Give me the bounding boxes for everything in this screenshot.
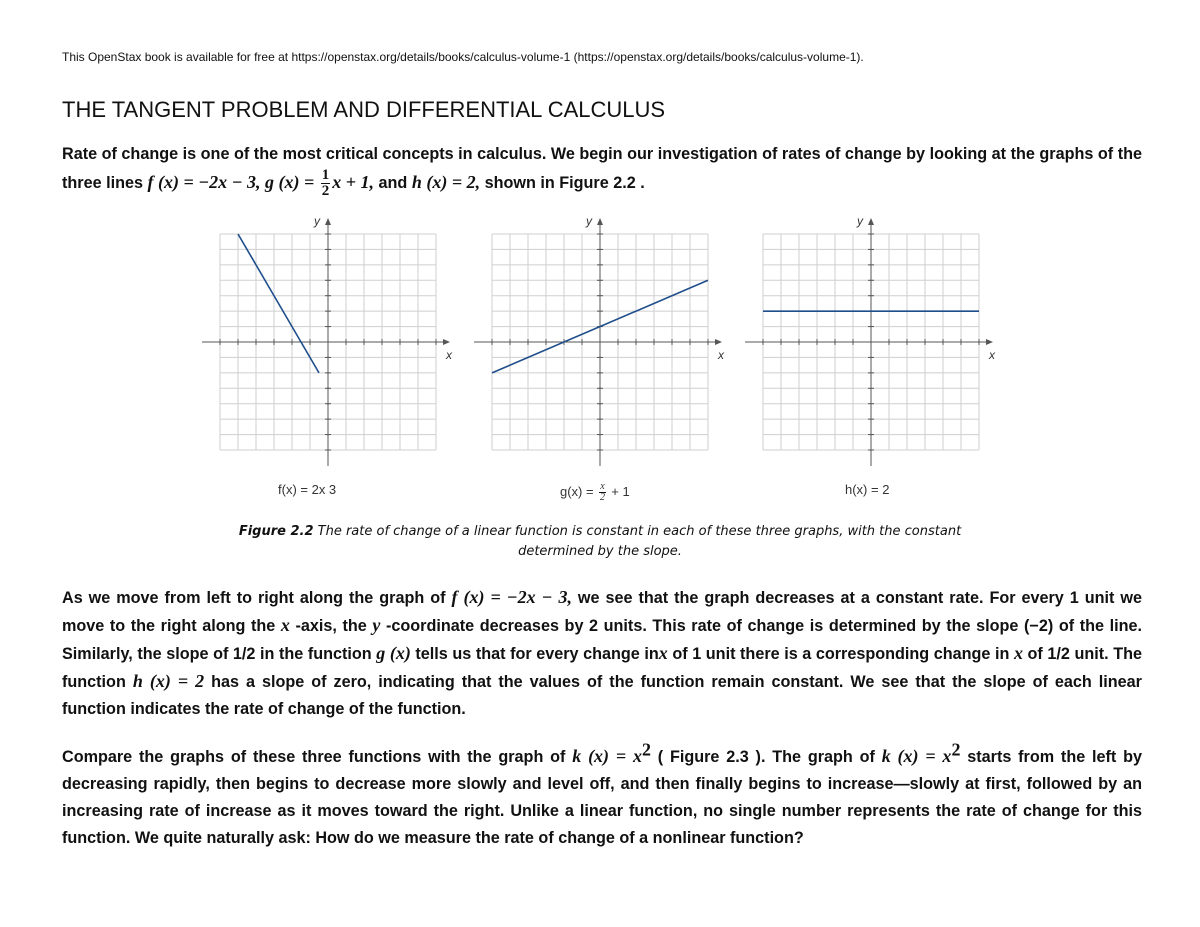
p3-text-c: starts from the left by decreasing rapidly, then begins to decrease more slowly and level off, and then finally begins to increase—slowly at first, followed by an increasing rate of increase as it moves toward the right. Unlike a linear function, no single number represents the rate of change for this function. We quite naturally ask: How do we measure the rate of change of a nonlinear function? bbox=[62, 748, 1143, 848]
p2-text-h: has a slope of zero, indicating that the values of the function remain constant. We see that the slope of each linear function indicates the rate of change of the function. bbox=[62, 673, 1142, 718]
x-axis-arrow bbox=[986, 339, 993, 345]
intro-paragraph bbox=[62, 141, 1142, 199]
p3-k-equation: k (x) = x bbox=[572, 746, 642, 767]
caption-number: Figure 2.2 bbox=[238, 524, 314, 539]
p2-text-d: -coordinate decreases by 2 units. This rate of change is determined by the slope (−2) of the line. Similarly, the slope of 1/2 in the function bbox=[62, 617, 1142, 663]
label-g-prefix: g(x) = bbox=[560, 483, 598, 499]
p2-f-equation: f (x) = −2x − 3, bbox=[451, 587, 572, 607]
one-half-fraction bbox=[321, 168, 331, 199]
p2-text-a: As we move from left to right along the graph of bbox=[62, 589, 452, 607]
x-axis-arrow bbox=[443, 339, 450, 345]
graph-f bbox=[200, 212, 460, 477]
label-g-den: 2 bbox=[599, 492, 605, 503]
x-axis-label: x bbox=[989, 348, 995, 362]
fraction-denominator: 2 bbox=[321, 183, 330, 199]
y-axis-label: y bbox=[857, 214, 863, 228]
p3-text-b: ( Figure 2.3 ). The graph of bbox=[650, 748, 882, 767]
p2-text-e: tells us that for every change in bbox=[410, 645, 659, 663]
label-f: f(x) = 2x 3 bbox=[278, 482, 337, 497]
figure-2-2 bbox=[190, 212, 1010, 512]
and-text: and bbox=[374, 173, 412, 192]
p3-exponent: 2 bbox=[641, 740, 651, 760]
p2-g-function: g (x) bbox=[376, 643, 411, 663]
p2-text-b: we see that the graph decreases at a constant rate. For every 1 unit we move to the right along the bbox=[62, 589, 1142, 635]
figure-caption bbox=[200, 522, 1000, 562]
y-axis-arrow bbox=[868, 218, 874, 225]
h-equation: h (x) = 2, bbox=[411, 171, 481, 192]
graph-h bbox=[743, 212, 1003, 477]
p2-y-var: y bbox=[372, 615, 381, 635]
f-g-equation: f (x) = −2x − 3, g (x) = bbox=[147, 171, 319, 192]
section-heading: THE TANGENT PROBLEM AND DIFFERENTIAL CALCULUS bbox=[62, 97, 666, 122]
p3-text-a: Compare the graphs of these three functions with the graph of bbox=[62, 748, 573, 767]
label-g-suffix: + 1 bbox=[607, 483, 630, 499]
series-line bbox=[238, 234, 319, 373]
shown-text: shown in Figure 2.2 . bbox=[480, 173, 645, 192]
x-axis-arrow bbox=[715, 339, 722, 345]
p2-text-g: of 1/2 unit. The function bbox=[62, 645, 1142, 691]
y-axis-arrow bbox=[325, 218, 331, 225]
label-g-num: x bbox=[600, 481, 605, 492]
x-axis-label: x bbox=[718, 348, 724, 362]
p2-h-equation: h (x) = 2 bbox=[132, 671, 205, 691]
x-axis-label: x bbox=[446, 348, 452, 362]
y-axis-arrow bbox=[597, 218, 603, 225]
p2-x-var-3: x bbox=[1013, 643, 1023, 663]
y-axis-label: y bbox=[586, 214, 592, 228]
p2-text-c: -axis, the bbox=[289, 617, 373, 635]
intro-text: Rate of change is one of the most critical concepts in calculus. We begin our investigation of rates of change by looking at the graphs of the three lines bbox=[62, 145, 1142, 192]
y-axis-label: y bbox=[314, 214, 320, 228]
slope-paragraph bbox=[62, 584, 1142, 723]
p3-k-equation-2: k (x) = x bbox=[881, 746, 952, 767]
g-equation-rest: x + 1, bbox=[332, 171, 375, 192]
label-h: h(x) = 2 bbox=[845, 482, 890, 497]
graph-g bbox=[472, 212, 732, 477]
p2-text-f: of 1 unit there is a corresponding change in bbox=[667, 645, 1014, 663]
p3-exponent-2: 2 bbox=[951, 740, 961, 760]
label-g-fraction bbox=[599, 482, 605, 503]
p2-x-var: x bbox=[280, 615, 290, 635]
label-g bbox=[560, 482, 630, 503]
caption-text: The rate of change of a linear function is constant in each of these three graphs, with the constant determined by the slope. bbox=[313, 524, 962, 559]
fraction-numerator: 1 bbox=[321, 167, 330, 183]
comparison-paragraph bbox=[62, 737, 1142, 852]
availability-notice: This OpenStax book is available for free at https://openstax.org/details/books/calculus-volume-1 (https://openstax.org/details/books/calculus-volume-1). bbox=[62, 50, 864, 64]
p2-x-var-2: x bbox=[658, 643, 668, 663]
